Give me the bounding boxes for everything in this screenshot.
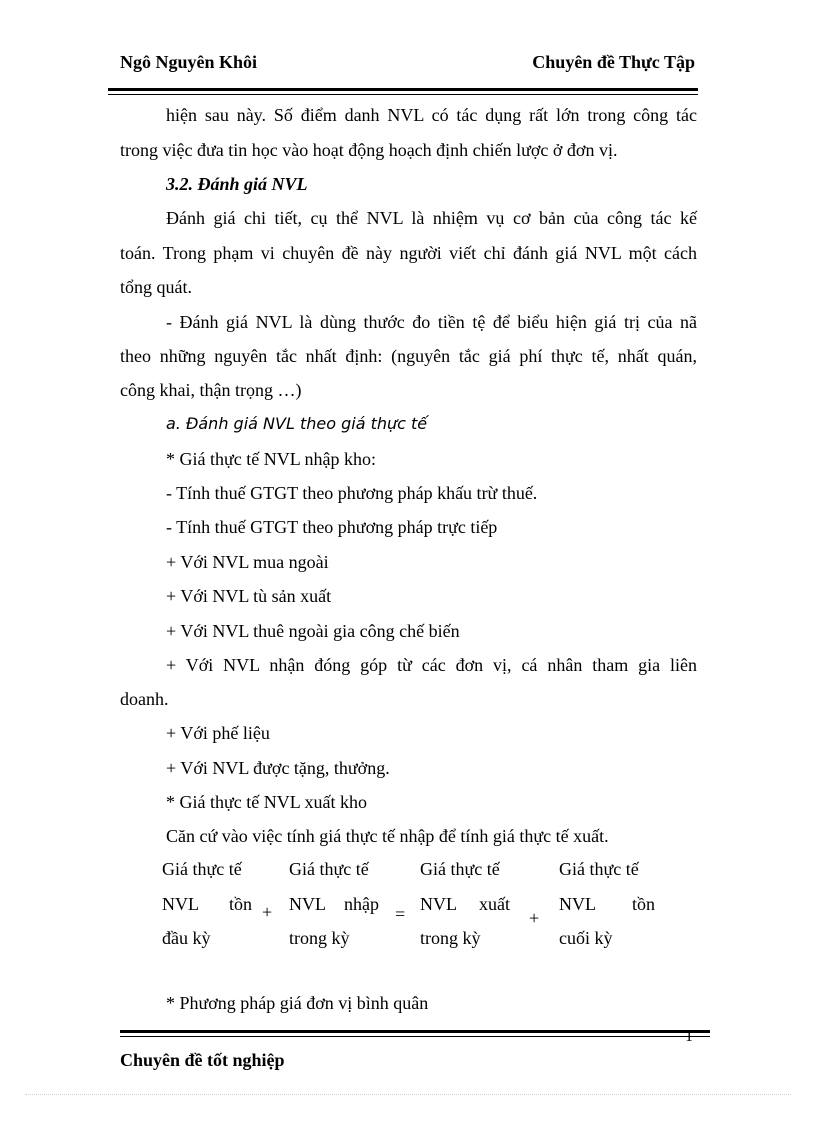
body-line-14: + Với NVL thuê ngoài gia công chế biến [166, 621, 460, 641]
body-line-21: * Phương pháp giá đơn vị bình quân [166, 993, 429, 1013]
body-line-17: + Với phế liệu [166, 723, 270, 743]
footer-text: Chuyên đề tốt nghiệp [120, 1050, 285, 1070]
formula-term-2-line-2: NVL nhập [289, 894, 379, 914]
formula-plus-1: + [262, 902, 273, 922]
formula-term-4-line-2: NVL tồn [559, 894, 655, 914]
formula-term-1-line-2: NVL tồn [162, 894, 252, 914]
body-line-9: * Giá thực tế NVL nhập kho: [166, 449, 377, 469]
body-line-2: trong việc đưa tin học vào hoạt động hoạch định chiến lược ở đơn vị. [120, 140, 618, 160]
subheading-a: a. Đánh giá NVL theo giá thực tế [166, 414, 428, 433]
header-title: Chuyên đề Thực Tập [532, 52, 695, 72]
body-line-1: hiện sau này. Số điểm danh NVL có tác dụng rất lớn trong công tác [166, 105, 697, 125]
body-line-18: + Với NVL được tặng, thưởng. [166, 758, 390, 778]
body-line-4: toán. Trong phạm vi chuyên đề này người viết chỉ đánh giá NVL một cách [120, 243, 697, 263]
header-author: Ngô Nguyên Khôi [120, 52, 258, 72]
body-line-10: - Tính thuế GTGT theo phương pháp khấu trừ thuế. [166, 483, 538, 503]
formula-term-3-line-2: NVL xuất [420, 894, 510, 914]
footer-rule-thick [120, 1030, 710, 1033]
body-line-13: + Với NVL tù sản xuất [166, 586, 332, 606]
body-line-20: Căn cứ vào việc tính giá thực tế nhập để tính giá thực tế xuất. [166, 826, 609, 846]
formula-term-3-line-3: trong kỳ [420, 928, 481, 948]
body-line-6: - Đánh giá NVL là dùng thước đo tiền tệ để biểu hiện giá trị của nã [166, 312, 697, 332]
body-line-11: - Tính thuế GTGT theo phương pháp trực tiếp [166, 517, 498, 537]
formula-term-4-line-1: Giá thực tế [559, 859, 639, 879]
formula-equals: = [395, 904, 406, 924]
body-line-8: công khai, thận trọng …) [120, 380, 302, 400]
body-line-5: tổng quát. [120, 277, 192, 297]
formula-term-4-line-3: cuối kỳ [559, 928, 613, 948]
formula-term-1-line-1: Giá thực tế [162, 859, 242, 879]
body-line-7: theo những nguyên tắc nhất định: (nguyên tắc giá phí thực tế, nhất quán, [120, 346, 697, 366]
footer-rule-thin [120, 1036, 710, 1037]
header-rule-thin [108, 94, 698, 95]
formula-term-3-line-1: Giá thực tế [420, 859, 500, 879]
formula-plus-2: + [529, 908, 540, 928]
body-line-19: * Giá thực tế NVL xuất kho [166, 792, 368, 812]
header-rule-thick [108, 88, 698, 91]
section-title: 3.2. Đánh giá NVL [166, 174, 308, 194]
formula-term-1-line-3: đầu kỳ [162, 928, 211, 948]
body-line-12: + Với NVL mua ngoài [166, 552, 329, 572]
body-line-16: doanh. [120, 689, 169, 709]
page-number: 1 [685, 1028, 693, 1045]
body-line-3: Đánh giá chi tiết, cụ thể NVL là nhiệm vụ cơ bản của công tác kế [166, 208, 697, 228]
body-line-15: + Với NVL nhận đóng góp từ các đơn vị, cá nhân tham gia liên [166, 655, 697, 675]
formula-term-2-line-3: trong kỳ [289, 928, 350, 948]
formula-term-2-line-1: Giá thực tế [289, 859, 369, 879]
page-edge-divider [25, 1094, 791, 1095]
